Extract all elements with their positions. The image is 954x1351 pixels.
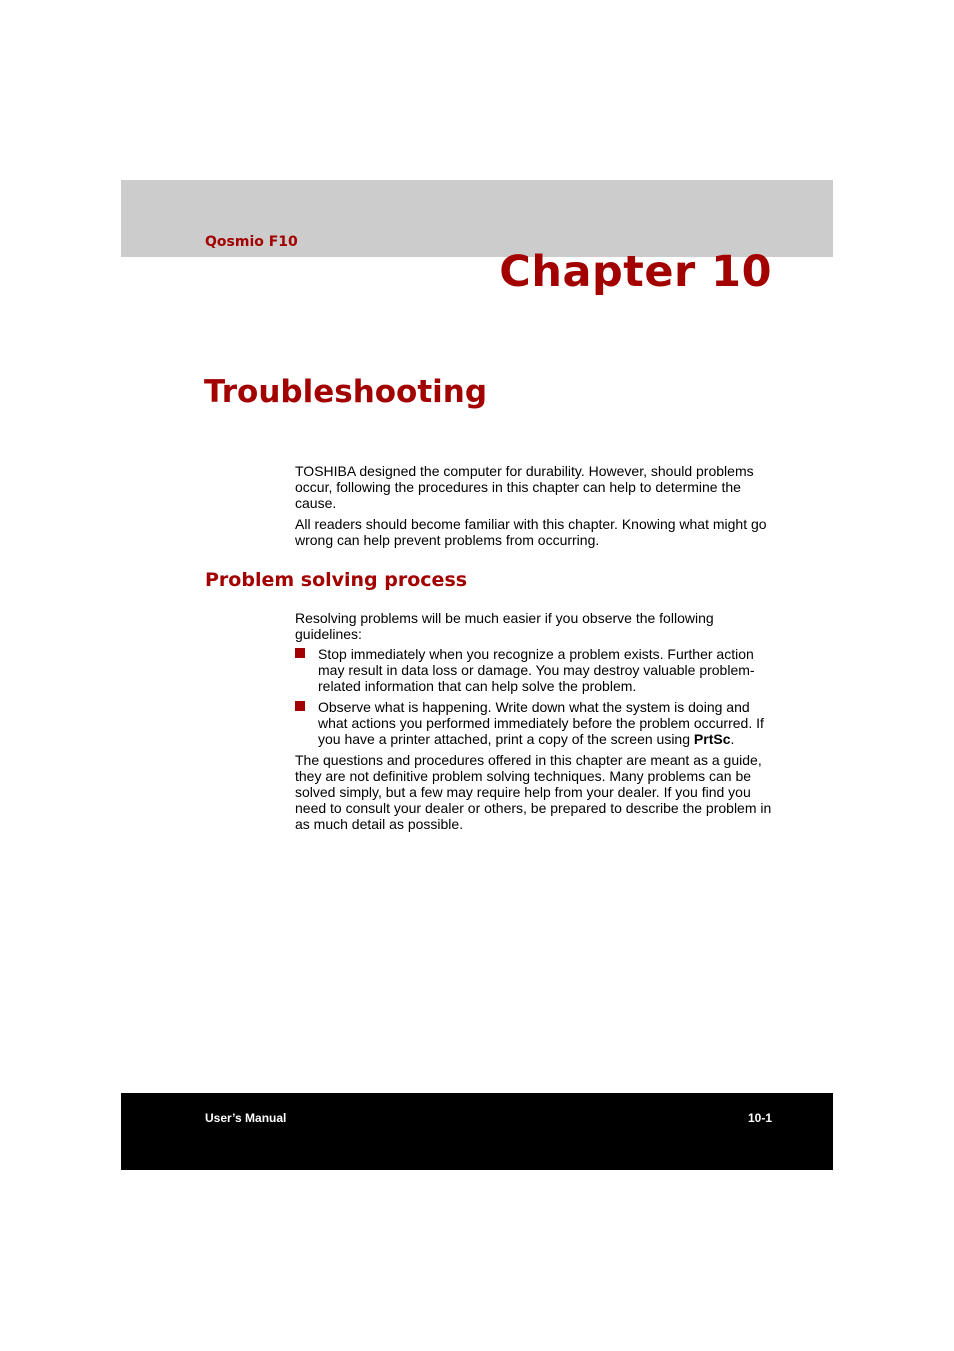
footer-manual-label: User’s Manual — [205, 1111, 287, 1125]
section-heading: Problem solving process — [205, 569, 468, 591]
list-item-text-end: . — [730, 731, 735, 747]
chapter-title: Chapter 10 — [499, 247, 772, 297]
list-item-text — [318, 699, 775, 747]
closing-paragraph: The questions and procedures offered in this chapter are meant as a guide, they are not definitive problem solving techniques. Many problems can be solved simply, but a few may require help from your dealer. If you find you need to consult your dealer or others, be prepared to describe the problem in as much detail as possible. — [295, 752, 772, 832]
list-item-text: Stop immediately when you recognize a problem exists. Further action may result in data loss or damage. You may destroy valuable problem-related information that can help solve the problem. — [318, 646, 755, 694]
square-bullet-icon — [295, 701, 305, 711]
list-item — [295, 699, 775, 747]
guidelines-list — [295, 646, 775, 756]
intro-paragraph: All readers should become familiar with this chapter. Knowing what might go wrong can help prevent problems from occurring. — [295, 516, 767, 548]
footer-page-number: 10-1 — [747, 1111, 772, 1125]
list-item — [295, 646, 775, 694]
section-lead-paragraph: Resolving problems will be much easier if you observe the following guidelines: — [295, 610, 714, 642]
product-name: Qosmio F10 — [205, 234, 298, 250]
footer-band — [121, 1093, 833, 1170]
list-item-text-start: Observe what is happening. Write down what the system is doing and what actions you performed immediately before the problem occurred. If you have a printer attached, print a copy of the screen using — [318, 699, 764, 747]
key-name: PrtSc — [693, 731, 731, 747]
chapter-heading: Troubleshooting — [204, 374, 488, 410]
intro-paragraph: TOSHIBA designed the computer for durability. However, should problems occur, following the procedures in this chapter can help to determine the cause. — [295, 463, 754, 511]
square-bullet-icon — [295, 648, 305, 658]
